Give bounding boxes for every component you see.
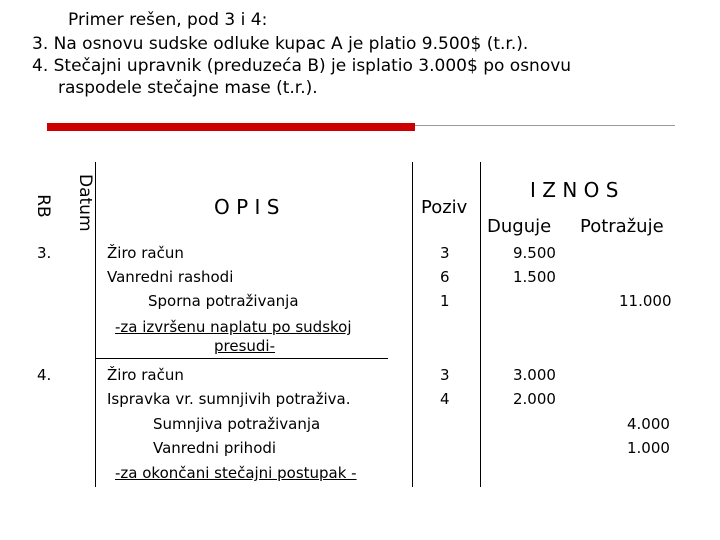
entry4-row1-duguje: 3.000 (513, 366, 556, 384)
header-datum: Datum (75, 174, 95, 232)
entry3-row2-poziv: 6 (440, 268, 450, 286)
header-rb: RB (33, 194, 53, 218)
entry4-row2-opis: Ispravka vr. sumnjivih potraživa. (107, 390, 351, 408)
entry3-note-line1: -za izvršenu naplatu po sudskoj (115, 318, 352, 336)
divider-red (47, 123, 415, 131)
slide-title: Primer rešen, pod 3 i 4: (68, 10, 268, 30)
entry3-row1-opis: Žiro račun (107, 244, 184, 262)
entry3-row3-opis: Sporna potraživanja (148, 292, 299, 310)
header-opis: O P I S (214, 195, 280, 219)
entry4-row3-potrazuje: 4.000 (627, 415, 670, 433)
header-duguje: Duguje (487, 216, 552, 237)
table-hline-entry3 (95, 358, 388, 359)
text-line-4: 4. Stečajni upravnik (preduzeća B) je isplatio 3.000$ po osnovu (32, 56, 572, 76)
entry3-rb: 3. (37, 244, 52, 262)
text-line-3: 3. Na osnovu sudske odluke kupac A je platio 9.500$ (t.r.). (32, 34, 529, 54)
table-vline-opis (412, 162, 413, 487)
entry4-note: -za okončani stečajni postupak - (115, 464, 357, 482)
header-potrazuje: Potražuje (580, 216, 664, 237)
entry3-row2-duguje: 1.500 (513, 268, 556, 286)
entry4-rb: 4. (37, 366, 52, 384)
table-vline-poziv (480, 162, 481, 487)
entry4-row2-duguje: 2.000 (513, 390, 556, 408)
entry3-row2-opis: Vanredni rashodi (107, 268, 234, 286)
entry3-note-line2: presudi- (214, 337, 276, 355)
header-iznos: I Z N O S (530, 178, 619, 202)
entry4-row4-potrazuje: 1.000 (627, 439, 670, 457)
entry3-row1-poziv: 3 (440, 244, 450, 262)
entry4-row3-opis: Sumnjiva potraživanja (153, 415, 321, 433)
header-poziv: Poziv (421, 197, 468, 218)
entry3-row3-potrazuje: 11.000 (619, 292, 672, 310)
entry4-row1-poziv: 3 (440, 366, 450, 384)
table-vline-datum (95, 162, 96, 487)
entry3-row1-duguje: 9.500 (513, 244, 556, 262)
entry4-row4-opis: Vanredni prihodi (153, 439, 277, 457)
text-line-4-cont: raspodele stečajne mase (t.r.). (58, 78, 318, 98)
entry4-row2-poziv: 4 (440, 390, 450, 408)
entry4-row1-opis: Žiro račun (107, 366, 184, 384)
entry3-row3-poziv: 1 (440, 292, 450, 310)
